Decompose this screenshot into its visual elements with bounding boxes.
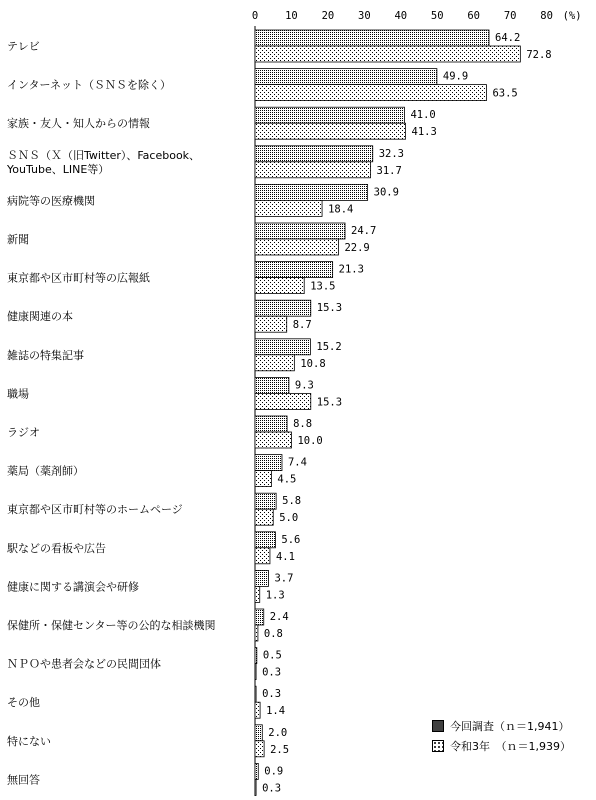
value-label-current: 0.3 xyxy=(262,688,282,701)
bar-current xyxy=(255,686,256,702)
category-label: 病院等の医療機関 xyxy=(7,194,95,208)
value-label-current: 49.9 xyxy=(442,70,469,83)
x-tick-label: 10 xyxy=(285,10,298,22)
value-label-previous: 18.4 xyxy=(328,203,354,216)
value-label-previous: 1.3 xyxy=(265,589,285,602)
x-unit-label: (%) xyxy=(562,10,582,22)
legend-label-current: 今回調査（ｎ＝1,941） xyxy=(450,720,570,733)
value-label-previous: 0.3 xyxy=(262,782,282,795)
bar-previous xyxy=(255,393,311,409)
category-label: 健康に関する講演会や研修 xyxy=(7,580,139,594)
category-label-line: ＳＮＳ（Ｘ（旧Twitter）、Facebook、 xyxy=(7,148,201,162)
value-label-previous: 22.9 xyxy=(344,242,370,254)
category-label: 保健所・保健センター等の公的な相談機関 xyxy=(7,619,216,632)
bar-previous xyxy=(255,702,260,718)
value-label-current: 24.7 xyxy=(351,225,377,237)
bar-current xyxy=(255,725,262,741)
bar-previous xyxy=(255,123,406,139)
x-tick-label: 0 xyxy=(251,10,259,22)
value-label-previous: 8.7 xyxy=(292,319,312,332)
bar-previous xyxy=(255,200,322,216)
category-label: 東京都や区市町村等の広報紙 xyxy=(7,271,150,285)
value-label-previous: 13.5 xyxy=(310,280,336,293)
x-tick-label: 30 xyxy=(358,10,371,22)
value-label-previous: 63.5 xyxy=(492,87,518,100)
value-label-current: 9.3 xyxy=(294,379,314,392)
value-label-current: 41.0 xyxy=(410,109,436,122)
legend xyxy=(432,716,571,756)
category-label: 健康関連の本 xyxy=(7,310,73,324)
value-label-current: 0.5 xyxy=(262,649,282,662)
bar-previous xyxy=(255,85,486,101)
bar-current xyxy=(255,455,282,471)
bar-current xyxy=(255,300,311,316)
bar-current xyxy=(255,493,276,509)
category-label: 特にない xyxy=(7,734,51,748)
category-label xyxy=(6,148,200,176)
bar-current xyxy=(255,532,275,548)
value-label-current: 5.8 xyxy=(282,495,302,508)
value-label-current: 15.3 xyxy=(316,302,343,315)
bar-current xyxy=(255,184,368,200)
category-label: 雑誌の特集記事 xyxy=(7,348,84,362)
value-label-current: 15.2 xyxy=(316,340,342,353)
bar-current xyxy=(255,146,373,162)
category-label: 家族・友人・知人からの情報 xyxy=(7,117,150,131)
category-label: 薬局（薬剤師） xyxy=(7,464,84,478)
category-label: 無回答 xyxy=(7,773,40,787)
bar-current xyxy=(255,377,289,393)
category-label: テレビ xyxy=(7,40,40,53)
value-label-current: 30.9 xyxy=(373,186,399,199)
category-label: ラジオ xyxy=(7,426,40,439)
category-labels xyxy=(6,40,216,786)
bar-current xyxy=(255,223,345,239)
value-label-previous: 15.3 xyxy=(316,396,343,409)
value-label-previous: 4.1 xyxy=(275,550,295,563)
legend-swatch-previous xyxy=(432,740,444,752)
category-label: インターネット（ＳＮＳを除く） xyxy=(7,78,172,92)
bar-previous xyxy=(255,664,256,680)
category-label: ＮＰＯや患者会などの民間団体 xyxy=(7,657,161,671)
bar-previous xyxy=(255,741,264,757)
category-label: 東京都や区市町村等のホームページ xyxy=(7,503,183,517)
x-tick-label: 50 xyxy=(430,10,444,22)
bar-current xyxy=(255,262,333,278)
category-label-line: YouTube、LINE等） xyxy=(7,162,110,176)
legend-label-previous: 令和3年 （ｎ＝1,939） xyxy=(450,740,571,753)
category-label: 駅などの看板や広告 xyxy=(7,541,106,555)
bar-previous xyxy=(255,471,271,487)
value-label-previous: 5.0 xyxy=(279,512,299,525)
value-label-current: 0.9 xyxy=(264,765,284,778)
value-label-current: 21.3 xyxy=(338,263,364,276)
value-label-previous: 1.4 xyxy=(266,705,286,718)
bars xyxy=(255,30,552,795)
bar-previous xyxy=(255,316,287,332)
value-label-previous: 72.8 xyxy=(526,49,552,61)
value-label-current: 8.8 xyxy=(293,418,313,430)
legend-item-current xyxy=(432,716,571,736)
category-label: 新聞 xyxy=(7,233,29,246)
bar-current xyxy=(255,570,268,586)
bar-current xyxy=(255,648,257,664)
bar-previous xyxy=(255,586,260,602)
bar-current xyxy=(255,30,489,46)
x-tick-label: 70 xyxy=(503,10,517,22)
x-tick-label: 80 xyxy=(540,10,553,22)
bar-previous xyxy=(255,239,338,255)
bar-current xyxy=(255,107,404,123)
bar-current xyxy=(255,609,264,625)
bar-current xyxy=(255,339,310,355)
category-label: 職場 xyxy=(7,387,29,401)
value-label-previous: 4.5 xyxy=(277,473,297,486)
category-label: その他 xyxy=(7,696,40,710)
value-label-current: 64.2 xyxy=(495,32,521,44)
x-tick-label: 40 xyxy=(394,10,408,22)
value-label-previous: 31.7 xyxy=(376,164,402,177)
bar-previous xyxy=(255,625,258,641)
value-label-previous: 10.8 xyxy=(300,357,326,370)
value-label-current: 2.4 xyxy=(269,611,289,623)
bar-previous xyxy=(255,46,520,62)
value-label-current: 7.4 xyxy=(287,456,307,469)
bar-current xyxy=(255,69,437,85)
value-label-current: 32.3 xyxy=(378,147,405,160)
bar-previous xyxy=(255,779,256,795)
bar-current xyxy=(255,416,287,432)
legend-item-previous xyxy=(432,736,571,756)
bar-current xyxy=(255,763,258,779)
value-label-previous: 10.0 xyxy=(297,435,323,447)
value-label-current: 3.7 xyxy=(274,572,294,585)
bar-previous xyxy=(255,355,294,371)
bar-previous xyxy=(255,162,371,178)
value-label-previous: 2.5 xyxy=(270,743,290,756)
x-tick-label: 60 xyxy=(467,10,481,22)
value-label-current: 5.6 xyxy=(281,533,301,546)
bar-previous xyxy=(255,548,270,564)
value-label-current: 2.0 xyxy=(268,726,288,739)
legend-swatch-current xyxy=(432,720,444,732)
value-label-previous: 0.8 xyxy=(263,628,283,640)
bar-previous xyxy=(255,278,304,294)
value-label-previous: 41.3 xyxy=(411,126,437,139)
bar-previous xyxy=(255,432,291,448)
x-tick-label: 20 xyxy=(321,10,335,22)
bar-previous xyxy=(255,509,273,525)
value-label-previous: 0.3 xyxy=(262,666,282,679)
